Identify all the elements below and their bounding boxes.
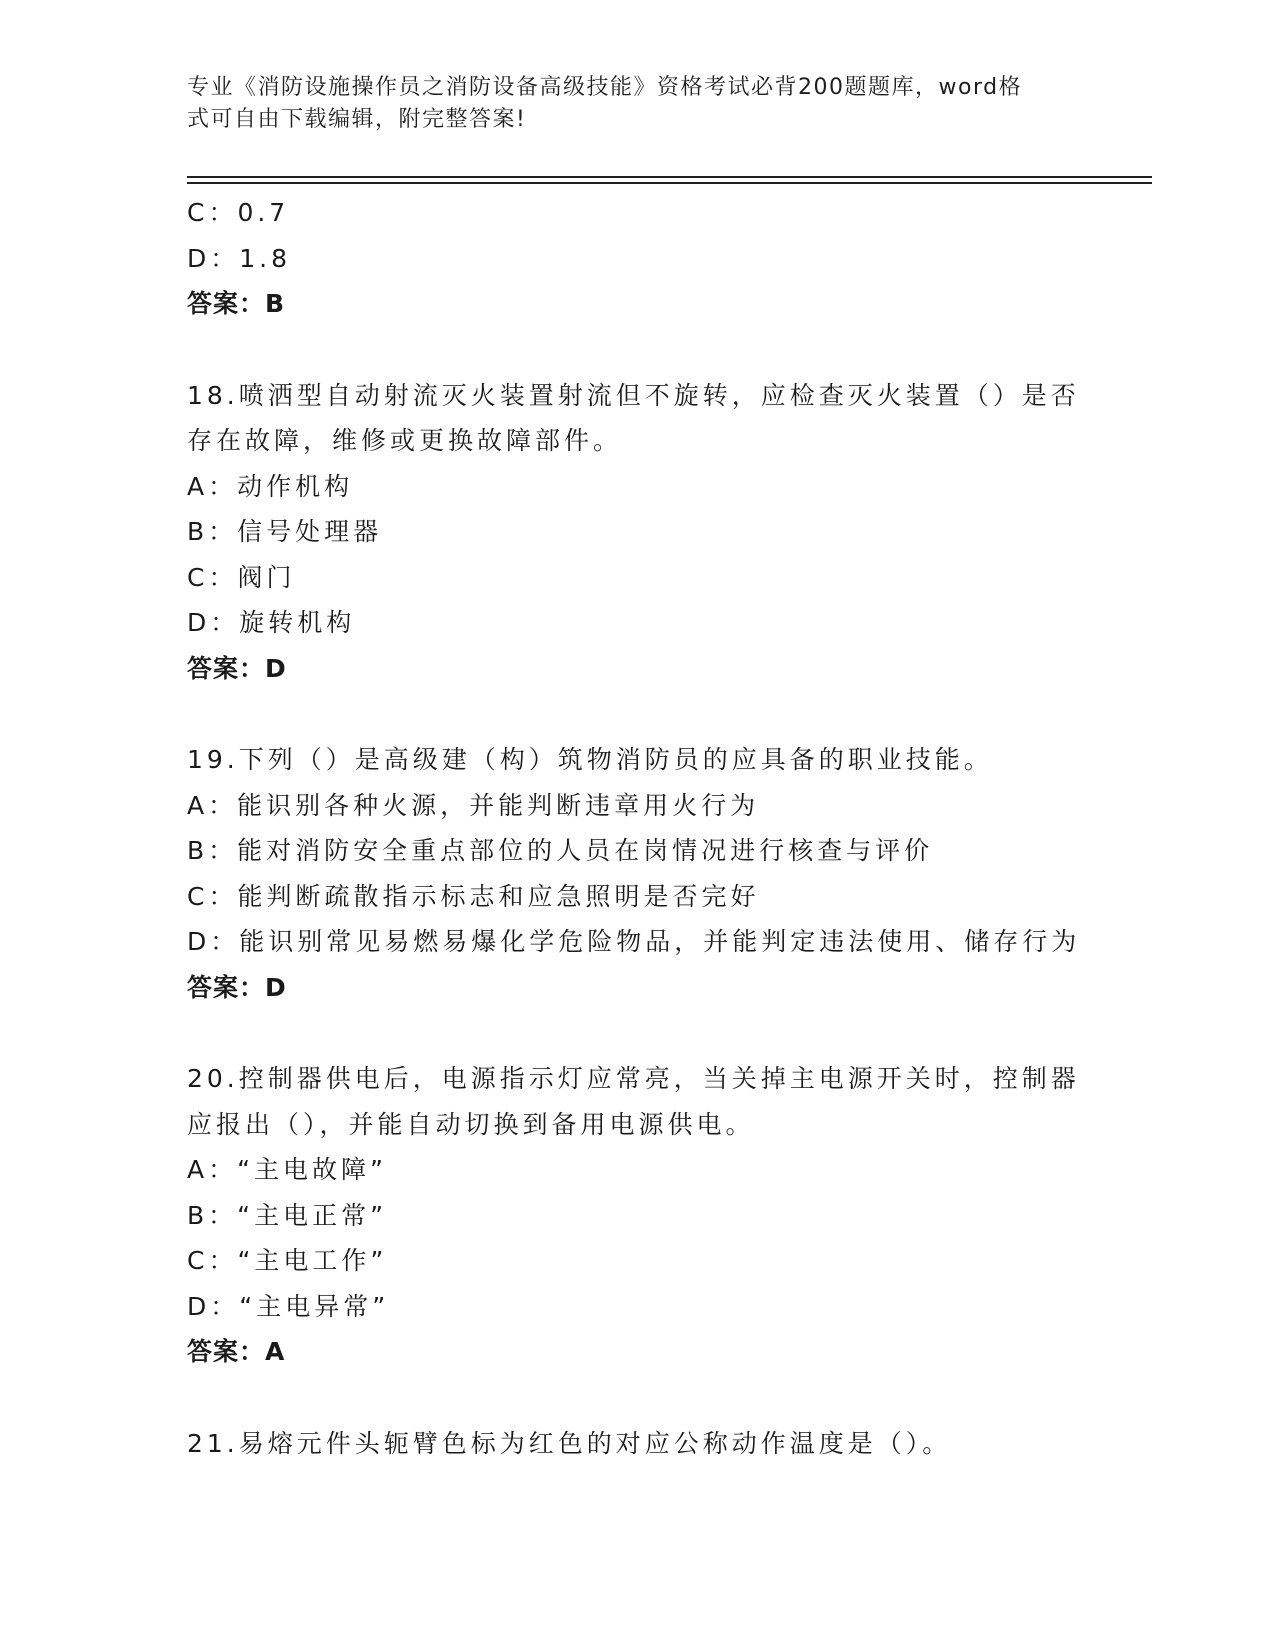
- question-stem-line-1: 21.易熔元件头轭臂色标为红色的对应公称动作温度是（）。: [187, 1428, 952, 1458]
- question-list: [187, 190, 1081, 1466]
- option-a: A：能识别各种火源，并能判断违章用火行为: [187, 790, 760, 820]
- option-d: D：能识别常见易燃易爆化学危险物品，并能判定违法使用、储存行为: [187, 927, 1081, 956]
- question-stem-line-2: 应报出（），并能自动切换到备用电源供电。: [187, 1109, 755, 1139]
- header-line-2: 式可自由下载编辑，附完整答案!: [187, 107, 527, 132]
- option-b: B：能对消防安全重点部位的人员在岗情况进行核查与评价: [187, 836, 934, 865]
- spacer: [187, 691, 1077, 737]
- header-line-1: 专业《消防设施操作员之消防设备高级技能》资格考试必背200题题库，word格: [187, 75, 1023, 100]
- header-rule-top: [187, 176, 1152, 178]
- option-b: B：信号处理器: [187, 517, 383, 546]
- option-a: A：动作机构: [187, 471, 354, 501]
- answer: 答案：A: [187, 1337, 286, 1366]
- question-20: [187, 1056, 1080, 1375]
- question-stem-line-1: 19.下列（）是高级建（构）筑物消防员的应具备的职业技能。: [187, 745, 993, 774]
- option-c: C：“主电工作”: [187, 1246, 388, 1275]
- option-c: C：0.7: [187, 198, 290, 227]
- question-18: [187, 373, 1080, 692]
- option-d: D：“主电异常”: [187, 1291, 390, 1321]
- spacer: [187, 1375, 1077, 1421]
- option-c: C：阀门: [187, 562, 296, 592]
- answer: 答案：D: [187, 653, 287, 683]
- option-b: B：“主电正常”: [187, 1200, 388, 1230]
- option-a: A：“主电故障”: [187, 1155, 388, 1184]
- question-17: [187, 190, 1077, 327]
- option-c: C：能判断疏散指示标志和应急照明是否完好: [187, 881, 760, 911]
- option-d: D：1.8: [187, 243, 292, 273]
- document-header: [187, 72, 1067, 136]
- question-21: [187, 1421, 1077, 1467]
- question-19: [187, 737, 1081, 1010]
- spacer: [187, 327, 1077, 373]
- spacer: [187, 1010, 1077, 1056]
- option-d: D：旋转机构: [187, 608, 356, 637]
- header-rule-bottom: [187, 182, 1152, 184]
- question-stem-line-1: 20.控制器供电后，电源指示灯应常亮，当关掉主电源开关时，控制器: [187, 1064, 1080, 1093]
- answer: 答案：D: [187, 972, 287, 1002]
- question-stem-line-1: 18.喷洒型自动射流灭火装置射流但不旋转，应检查灭火装置（）是否: [187, 380, 1080, 410]
- question-stem-line-2: 存在故障，维修或更换故障部件。: [187, 426, 623, 455]
- answer: 答案：B: [187, 289, 286, 318]
